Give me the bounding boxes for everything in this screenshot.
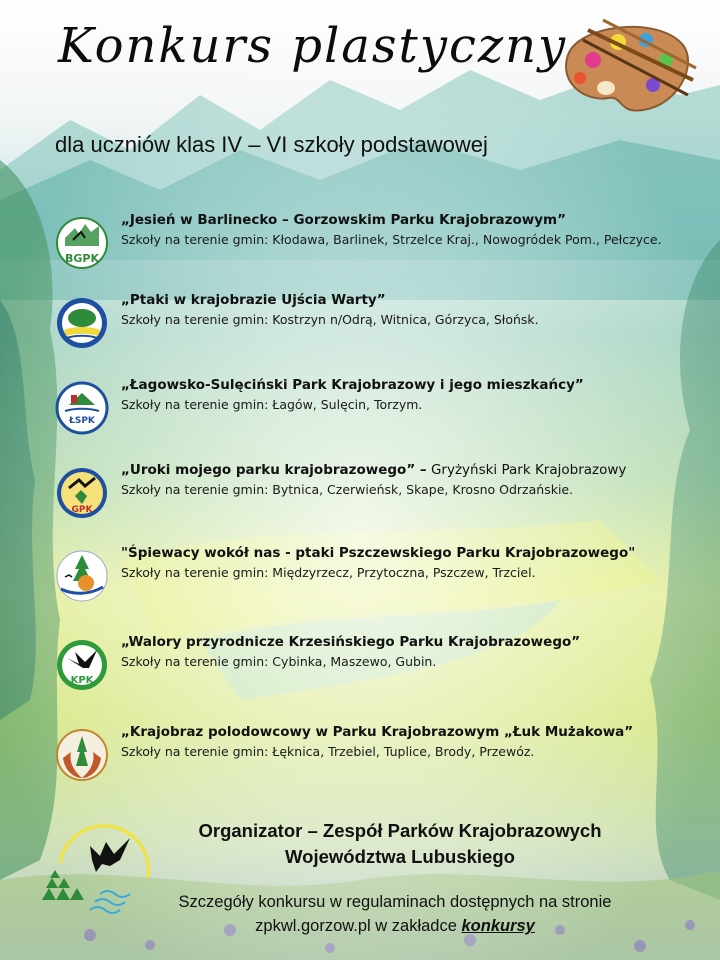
- svg-text:GPK: GPK: [71, 505, 93, 515]
- list-item: [55, 375, 715, 445]
- svg-text:ŁSPK: ŁSPK: [69, 416, 95, 426]
- entry-schools: Szkoły na terenie gmin: Cybinka, Maszewo, Gubin.: [121, 654, 437, 669]
- details-line-1: Szczegóły konkursu w regulaminach dostępnych na stronie: [178, 893, 612, 911]
- luk-muzakowa-logo-icon: [55, 728, 109, 782]
- entry-schools: Szkoły na terenie gmin: Międzyrzecz, Przytoczna, Pszczew, Trzciel.: [121, 565, 536, 580]
- entry-title: „Uroki mojego parku krajobrazowego” – Gryżyński Park Krajobrazowy: [121, 462, 627, 478]
- kpk-logo-icon: [55, 638, 109, 692]
- entry-schools: Szkoły na terenie gmin: Łęknica, Trzebiel, Tuplice, Brody, Przewóz.: [121, 744, 535, 759]
- entry-title: „Jesień w Barlinecko – Gorzowskim Parku Krajobrazowym”: [121, 212, 566, 228]
- svg-text:BGPK: BGPK: [65, 252, 99, 265]
- organizer-line-2: Województwa Lubuskiego: [285, 846, 515, 867]
- svg-text:KPK: KPK: [70, 675, 94, 686]
- entry-schools: Szkoły na terenie gmin: Bytnica, Czerwieńsk, Skape, Krosno Odrzańskie.: [121, 482, 574, 497]
- entry-title: "Śpiewacy wokół nas - ptaki Pszczewskiego Parku Krajobrazowego": [121, 545, 636, 561]
- entry-title: „Krajobraz polodowcowy w Parku Krajobrazowym „Łuk Mużakowa”: [121, 724, 634, 740]
- list-item: [55, 210, 715, 280]
- entry-schools: Szkoły na terenie gmin: Łagów, Sulęcin, Torzym.: [121, 397, 423, 412]
- lspk-logo-icon: [55, 381, 109, 435]
- park-name: Gryżyński Park Krajobrazowy: [426, 462, 627, 478]
- warta-mouth-logo-icon: [55, 296, 109, 350]
- entry-title: „Łagowsko-Sulęciński Park Krajobrazowy i jego mieszkańcy”: [121, 377, 584, 393]
- organizer-block: [150, 818, 650, 870]
- page-title: Konkurs plastyczny: [58, 18, 568, 74]
- details-line-2: zpkwl.gorzow.pl w zakładce konkursy: [255, 917, 535, 935]
- list-item: [55, 290, 715, 360]
- entry-schools: Szkoły na terenie gmin: Kłodawa, Barlinek, Strzelce Kraj., Nowogródek Pom., Pełczyce.: [121, 232, 662, 247]
- konkursy-link[interactable]: konkursy: [461, 917, 535, 935]
- list-item: [55, 543, 715, 613]
- page-subtitle: dla uczniów klas IV – VI szkoły podstawowej: [55, 132, 488, 157]
- gpk-logo-icon: [55, 466, 109, 520]
- details-block: [130, 890, 660, 938]
- list-item: [55, 722, 715, 792]
- paint-palette-icon: [548, 10, 698, 120]
- entry-title: „Walory przyrodnicze Krzesińskiego Parku Krajobrazowego”: [121, 634, 581, 650]
- pszczew-logo-icon: [55, 549, 109, 603]
- list-item: [55, 460, 715, 530]
- bgpk-logo-icon: [55, 216, 109, 270]
- list-item: [55, 632, 715, 702]
- entry-schools: Szkoły na terenie gmin: Kostrzyn n/Odrą, Witnica, Górzyca, Słońsk.: [121, 312, 539, 327]
- organizer-line-1: Organizator – Zespół Parków Krajobrazowych: [198, 820, 602, 841]
- entry-title: „Ptaki w krajobrazie Ujścia Warty”: [121, 292, 386, 308]
